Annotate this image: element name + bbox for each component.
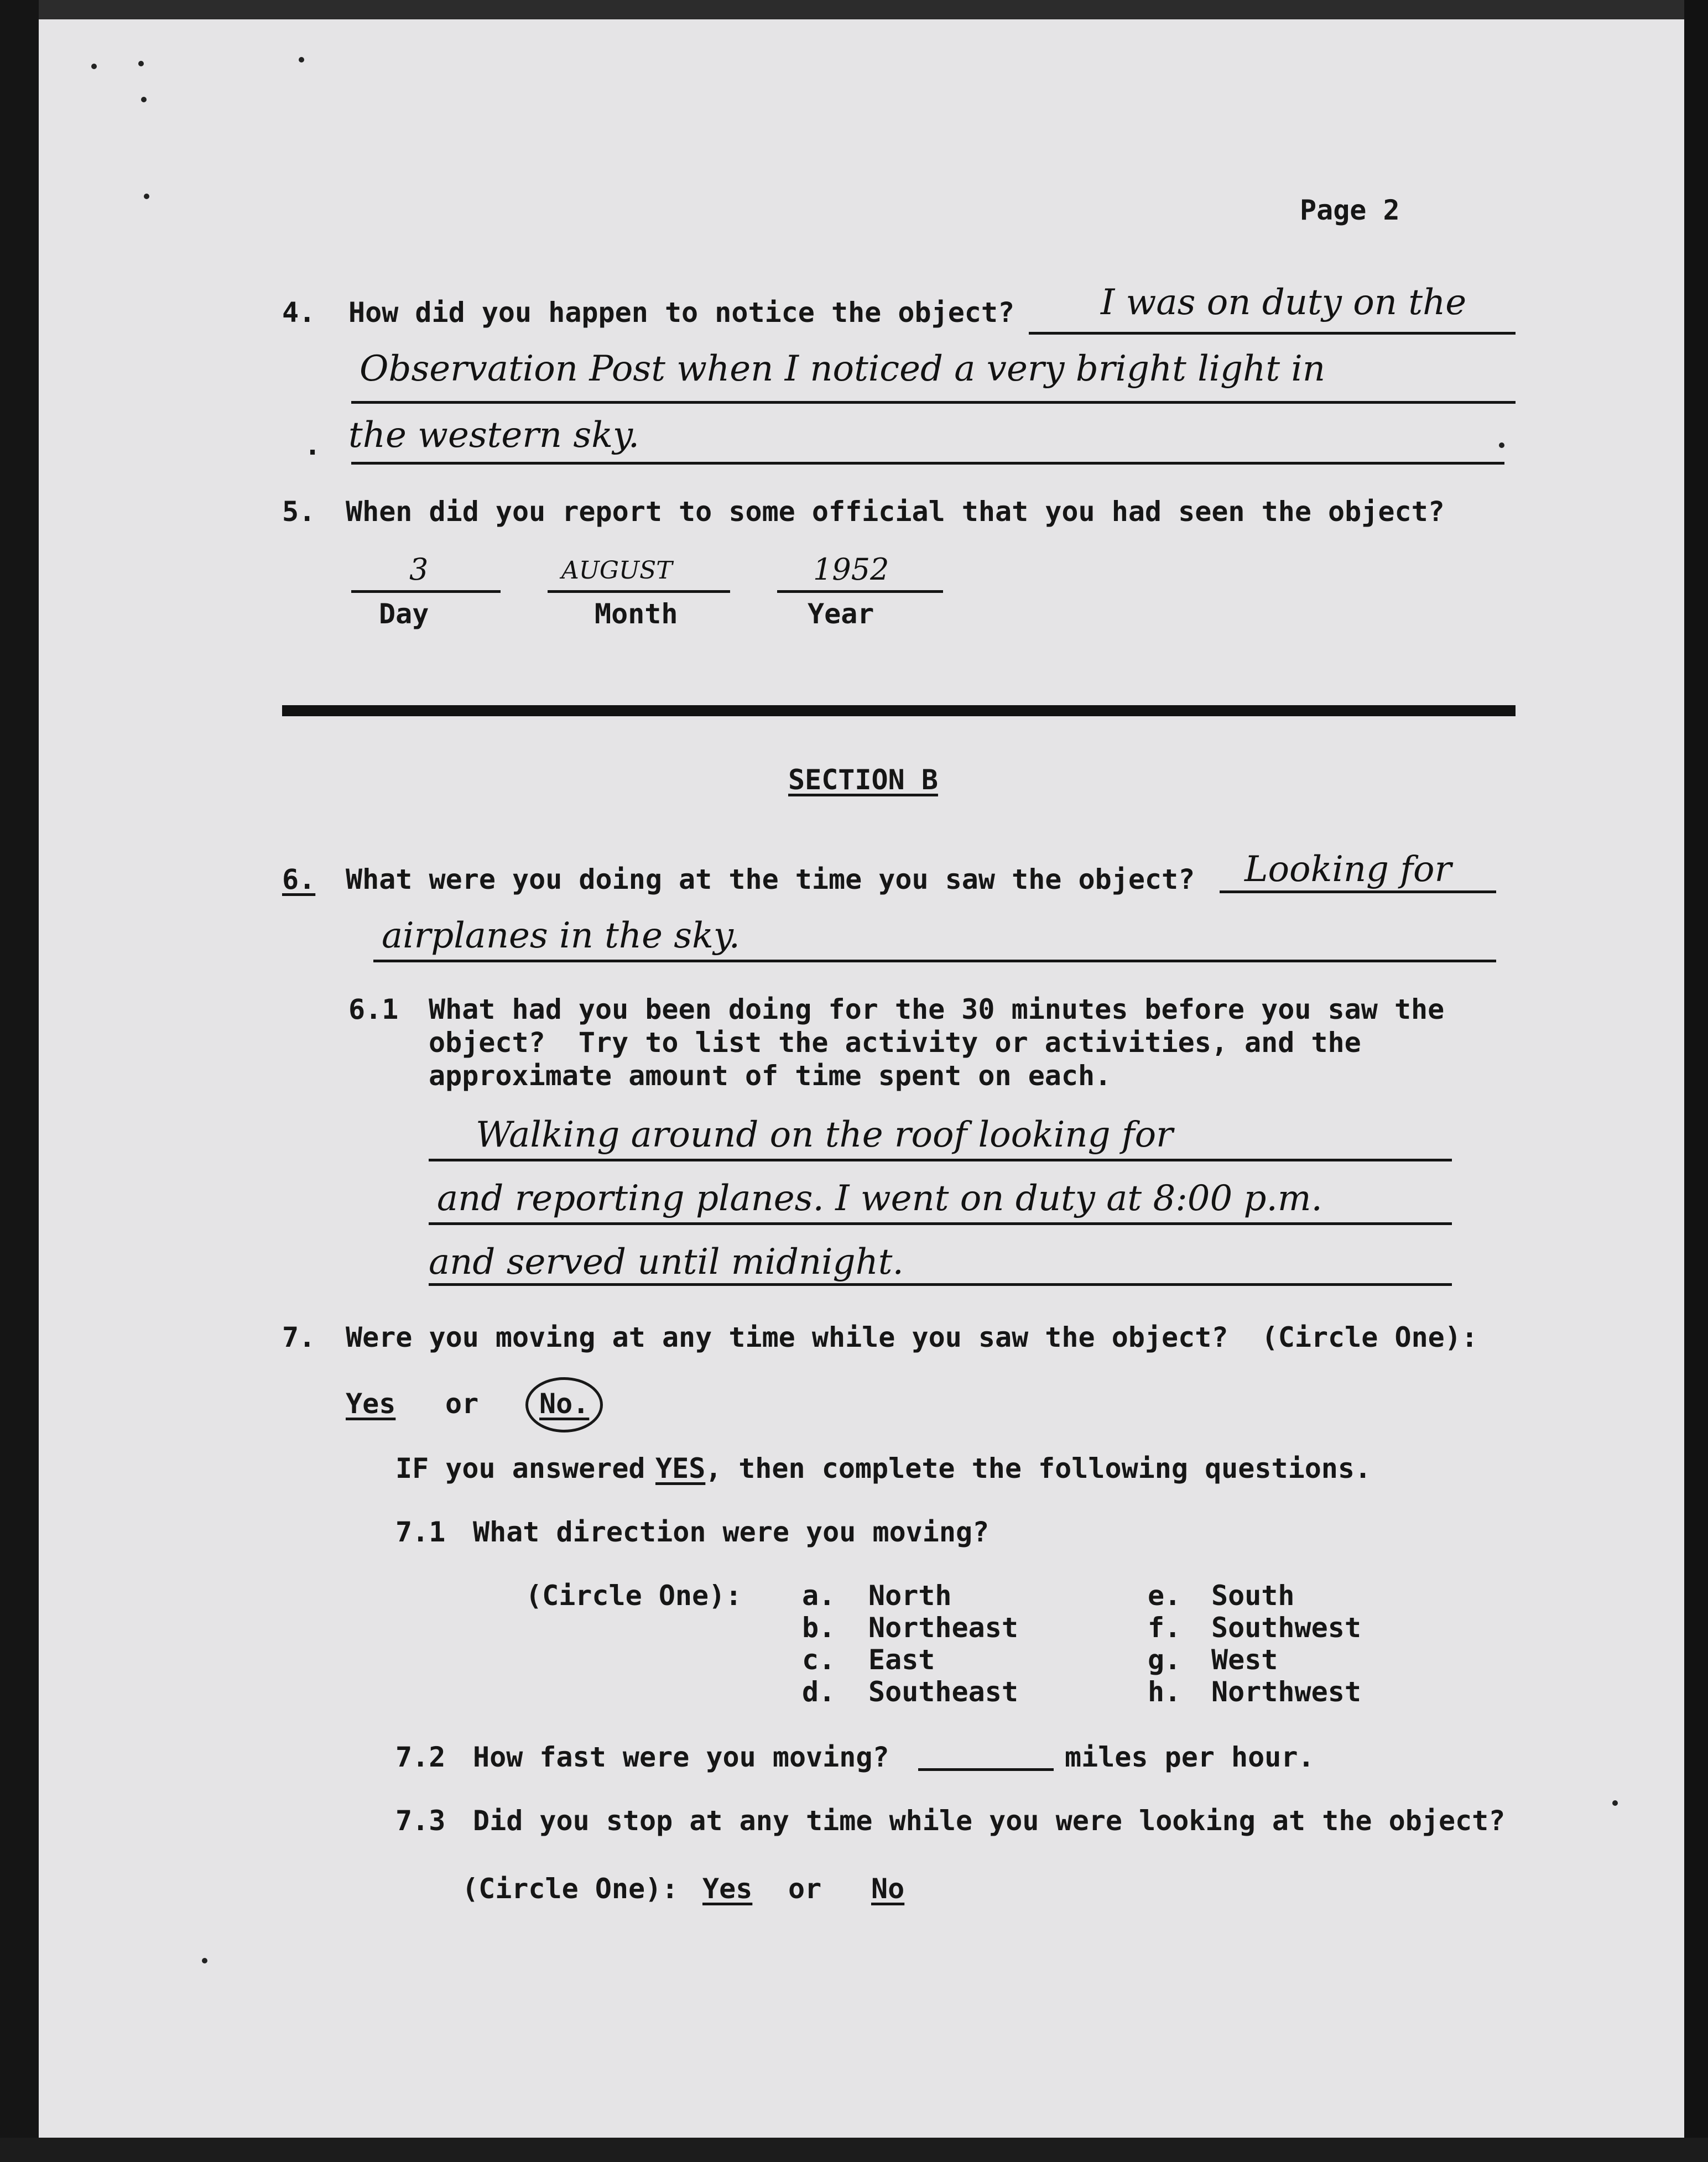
q7-1-option-letter: b. [802, 1612, 836, 1644]
q7-question: Were you moving at any time while you saw the object? (Circle One): [346, 1321, 1478, 1353]
q7-1-option-text: East [868, 1644, 935, 1676]
q4-answer-line-2: Observation Post when I noticed a very bright light in [360, 348, 1326, 389]
scan-bottom-edge [0, 2138, 1708, 2162]
q7-1-option-letter: c. [802, 1644, 836, 1676]
q6-1-answer-rule-2 [429, 1222, 1452, 1225]
q5-year-rule [777, 590, 943, 593]
q4-number: 4. [282, 296, 316, 329]
q6-1-question-line-3: approximate amount of time spent on each. [429, 1060, 1112, 1092]
q6-number: 6. [282, 863, 316, 895]
scan-speck [144, 194, 149, 199]
q7-1-option-letter: d. [802, 1676, 836, 1708]
q7-or-text: or [445, 1388, 479, 1420]
q6-1-question-line-2: object? Try to list the activity or activities, and the [429, 1027, 1361, 1059]
q7-yes-option: Yes [346, 1388, 396, 1420]
q6-question: What were you doing at the time you saw the object? [346, 863, 1195, 895]
scan-speck [1612, 1800, 1618, 1806]
q7-1-option-text: Northwest [1211, 1676, 1361, 1708]
scan-right-edge [1684, 0, 1708, 2162]
q7-2-speed-blank [918, 1768, 1054, 1771]
q4-answer-rule-1 [1029, 332, 1516, 335]
q6-1-answer-line-3: and served until midnight. [429, 1242, 904, 1283]
q5-number: 5. [282, 496, 316, 528]
q5-month-rule [548, 590, 730, 593]
q5-day-value: 3 [409, 552, 429, 587]
q7-2-number: 7.2 [395, 1741, 446, 1773]
q7-1-option-text: West [1211, 1644, 1278, 1676]
q7-1-option-text: North [868, 1580, 952, 1612]
q6-answer-line-1: Looking for [1244, 849, 1452, 890]
section-title: SECTION B [788, 764, 938, 796]
q7-3-number: 7.3 [395, 1805, 446, 1837]
q5-day-rule [351, 590, 501, 593]
q7-1-option-letter: f. [1148, 1612, 1181, 1644]
q7-3-circle-label: (Circle One): [462, 1873, 679, 1905]
q7-1-option-letter: h. [1148, 1676, 1181, 1708]
scan-speck [138, 61, 144, 66]
q4-question: How did you happen to notice the object? [348, 296, 1015, 329]
q6-1-answer-line-2: and reporting planes. I went on duty at 8:00 p.m. [437, 1178, 1322, 1219]
form-page [39, 19, 1684, 2138]
scan-speck [1499, 442, 1504, 448]
q7-if-suffix: , then complete the following questions. [705, 1452, 1372, 1484]
q4-answer-rule-2 [351, 401, 1516, 404]
q7-3-yes-option: Yes [702, 1873, 753, 1905]
scan-left-edge [0, 0, 39, 2162]
q7-3-no-option: No [871, 1873, 905, 1905]
q4-answer-line-3: the western sky. [348, 415, 640, 456]
q7-3-question: Did you stop at any time while you were looking at the object? [473, 1805, 1506, 1837]
q5-month-value: AUGUST [561, 556, 673, 585]
q7-2-unit: miles per hour. [1065, 1741, 1315, 1773]
q7-3-or-text: or [788, 1873, 822, 1905]
page-number: Page 2 [1300, 194, 1400, 226]
q7-if-yes: YES [655, 1452, 706, 1484]
scan-speck [299, 57, 304, 62]
q5-month-label: Month [595, 598, 678, 630]
q7-1-option-letter: e. [1148, 1580, 1181, 1612]
q6-1-answer-rule-1 [429, 1159, 1452, 1161]
q6-1-answer-rule-3 [429, 1283, 1452, 1286]
scan-speck [141, 97, 147, 102]
q7-1-option-text: Southwest [1211, 1612, 1361, 1644]
q5-question: When did you report to some official that you had seen the object? [346, 496, 1445, 528]
section-divider [282, 705, 1516, 716]
q7-1-option-letter: g. [1148, 1644, 1181, 1676]
q6-answer-rule-2 [373, 960, 1496, 962]
q6-1-question-line-1: What had you been doing for the 30 minutes before you saw the [429, 993, 1445, 1025]
q7-1-number: 7.1 [395, 1516, 446, 1548]
q4-answer-line-1: I was on duty on the [1101, 282, 1467, 323]
q5-year-label: Year [808, 598, 874, 630]
q7-number: 7. [282, 1321, 316, 1353]
q6-1-answer-line-1: Walking around on the roof looking for [476, 1114, 1173, 1155]
q7-1-option-text: Northeast [868, 1612, 1018, 1644]
q7-if-prefix: IF you answered [395, 1452, 645, 1484]
q6-1-number: 6.1 [348, 993, 399, 1025]
scan-speck [91, 64, 97, 69]
q6-answer-rule-1 [1220, 890, 1496, 893]
q7-1-question: What direction were you moving? [473, 1516, 990, 1548]
q5-day-label: Day [379, 598, 429, 630]
q7-1-option-letter: a. [802, 1580, 836, 1612]
q5-year-value: 1952 [813, 552, 889, 587]
margin-dot: . [304, 429, 321, 461]
q7-no-option: No. [539, 1388, 590, 1420]
q7-1-option-text: South [1211, 1580, 1295, 1612]
q7-1-circle-label: (Circle One): [525, 1580, 742, 1612]
q7-1-option-text: Southeast [868, 1676, 1018, 1708]
q6-answer-line-2: airplanes in the sky. [382, 915, 740, 956]
scan-speck [202, 1958, 207, 1963]
q7-2-question: How fast were you moving? [473, 1741, 889, 1773]
q4-answer-rule-3 [351, 462, 1504, 465]
